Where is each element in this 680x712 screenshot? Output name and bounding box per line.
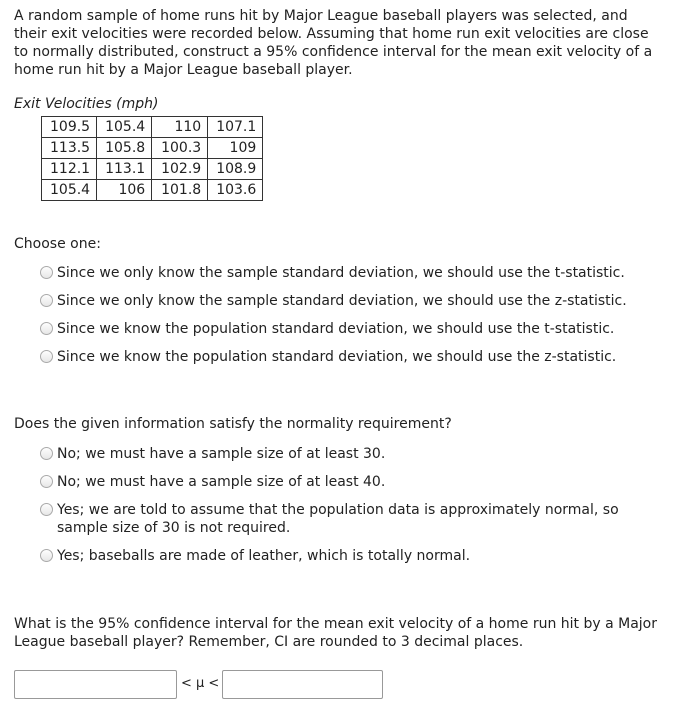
table-cell: 107.1 [208, 117, 263, 138]
q1-option-2[interactable] [40, 292, 627, 310]
q1-option-1[interactable] [40, 264, 625, 282]
table-row [42, 180, 263, 201]
option-label: No; we must have a sample size of at least 30. [57, 446, 386, 462]
table-cell: 113.5 [42, 138, 97, 159]
radio-button[interactable] [40, 475, 53, 488]
radio-button[interactable] [40, 503, 53, 516]
radio-button[interactable] [40, 350, 53, 363]
mu-inequality-label: < μ < [181, 676, 220, 691]
option-label: Yes; we are told to assume that the population data is approximately normal, so sample size of 30 is not required. [57, 502, 619, 536]
q2-option-1[interactable] [40, 445, 385, 463]
table-cell: 105.4 [42, 180, 97, 201]
problem-statement: A random sample of home runs hit by Major League baseball players was selected, and their exit velocities were recorded below. Assuming that home run exit velocities are close to normally distributed, construct a 95% confidence interval for the mean exit velocity of a home run hit by a Major League baseball player. [14, 8, 653, 78]
ci-lower-bound-input[interactable] [14, 670, 177, 699]
q2-option-4[interactable] [40, 547, 470, 565]
option-label: Since we only know the sample standard deviation, we should use the t-statistic. [57, 265, 625, 281]
q1-option-4[interactable] [40, 348, 616, 366]
table-cell: 112.1 [42, 159, 97, 180]
table-cell: 108.9 [208, 159, 263, 180]
question-1-prompt: Choose one: [14, 236, 101, 252]
table-cell: 105.4 [97, 117, 152, 138]
option-label: Since we know the population standard deviation, we should use the t-statistic. [57, 321, 615, 337]
radio-button[interactable] [40, 447, 53, 460]
table-cell: 113.1 [97, 159, 152, 180]
q2-option-3[interactable] [40, 501, 660, 537]
option-label: Since we only know the sample standard deviation, we should use the z-statistic. [57, 293, 627, 309]
radio-button[interactable] [40, 266, 53, 279]
radio-button[interactable] [40, 549, 53, 562]
exit-velocity-table [41, 116, 263, 201]
question-3-prompt: What is the 95% confidence interval for the mean exit velocity of a home run hit by a Major League baseball player? Remember, CI are rounded to 3 decimal places. [14, 616, 657, 650]
question-2-prompt: Does the given information satisfy the normality requirement? [14, 416, 452, 432]
table-cell: 109.5 [42, 117, 97, 138]
table-cell: 105.8 [97, 138, 152, 159]
table-cell: 102.9 [152, 159, 208, 180]
table-cell: 106 [97, 180, 152, 201]
radio-button[interactable] [40, 322, 53, 335]
table-cell: 100.3 [152, 138, 208, 159]
table-row [42, 159, 263, 180]
table-cell: 101.8 [152, 180, 208, 201]
ci-upper-bound-input[interactable] [222, 670, 383, 699]
q1-option-3[interactable] [40, 320, 614, 338]
table-caption: Exit Velocities (mph) [14, 96, 159, 112]
table-cell: 103.6 [208, 180, 263, 201]
option-label: Since we know the population standard deviation, we should use the z-statistic. [57, 349, 617, 365]
table-row [42, 117, 263, 138]
radio-button[interactable] [40, 294, 53, 307]
option-label: No; we must have a sample size of at least 40. [57, 474, 386, 490]
table-row [42, 138, 263, 159]
option-label: Yes; baseballs are made of leather, which is totally normal. [57, 548, 471, 564]
table-cell: 110 [152, 117, 208, 138]
table-cell: 109 [208, 138, 263, 159]
q2-option-2[interactable] [40, 473, 385, 491]
